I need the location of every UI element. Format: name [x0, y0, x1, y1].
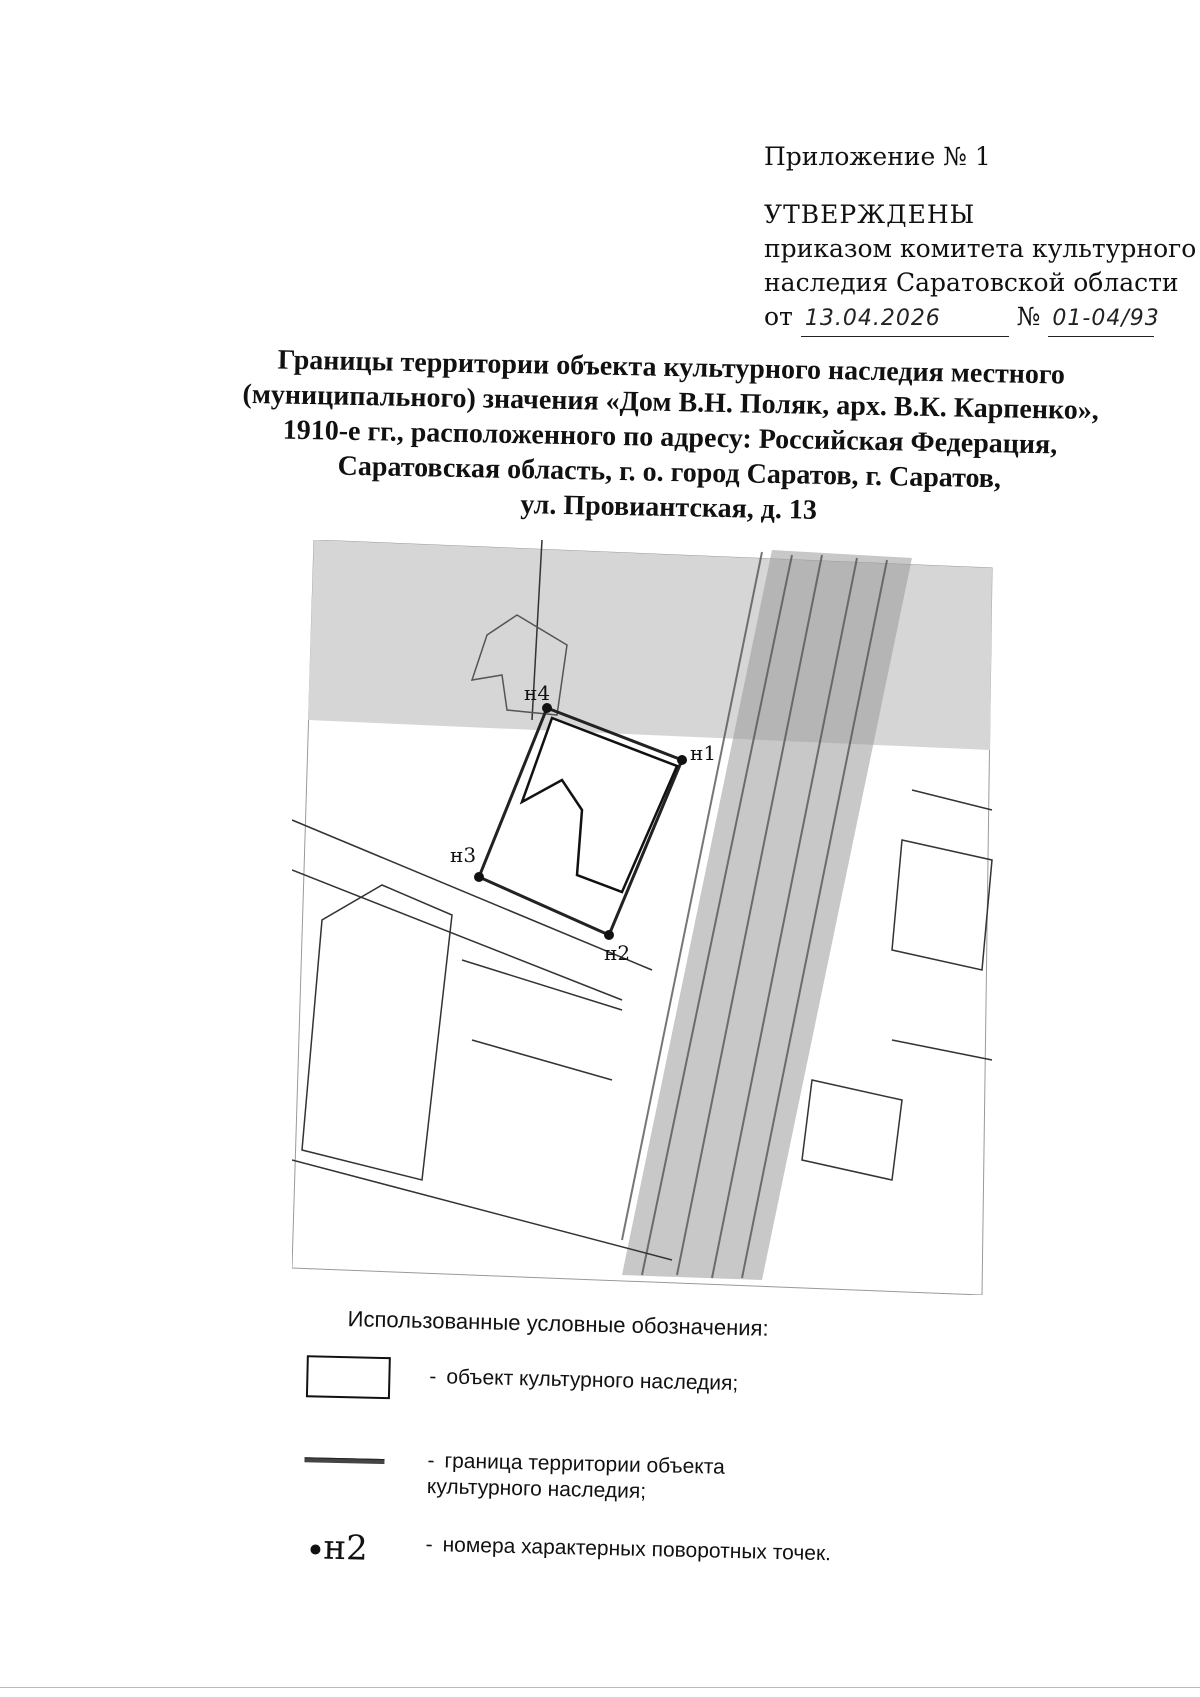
from-label: от — [764, 302, 793, 331]
legend-text-point — [425, 1532, 831, 1567]
turning-point-n3 — [474, 872, 484, 882]
title-line: (муниципального) значения «Дом В.Н. Поляк, арх. В.К. Карпенко», — [242, 378, 1100, 427]
order-number: 01-04/93 — [1048, 302, 1154, 337]
title-line: ул. Провиантская, д. 13 — [520, 489, 818, 526]
legend-text-object — [429, 1364, 738, 1397]
order-line-2: наследия Саратовской области — [764, 268, 1179, 297]
boundary-map — [292, 540, 1012, 1295]
title-line: Границы территории объекта культурного наследия местного — [277, 344, 1066, 391]
legend-label-object: объект культурного наследия; — [446, 1365, 739, 1396]
legend — [290, 1305, 936, 1597]
title-line: 1910-е гг., расположенного по адресу: Российская Федерация, — [282, 414, 1058, 461]
point-label-n2: н2 — [604, 941, 631, 965]
legend-dash: - — [425, 1533, 433, 1557]
legend-item-object — [294, 1355, 935, 1430]
legend-dash: - — [429, 1365, 437, 1389]
boundary-symbol-icon — [304, 1457, 384, 1464]
legend-title: Использованные условные обозначения: — [347, 1306, 769, 1341]
legend-item-boundary — [292, 1439, 933, 1514]
title-line: Саратовская область, г. о. город Саратов, г. Саратов, — [337, 450, 1002, 495]
legend-text-boundary — [427, 1448, 758, 1507]
document-title — [198, 341, 1141, 534]
legend-dash: - — [427, 1449, 435, 1473]
turning-point-n2 — [604, 930, 614, 940]
point-symbol-label: н2 — [323, 1527, 369, 1569]
turning-point-n1 — [677, 755, 687, 765]
point-label-n3: н3 — [450, 843, 477, 867]
point-dot-icon — [310, 1544, 320, 1554]
legend-item-point — [290, 1523, 931, 1598]
legend-label-boundary: граница территории объекта культурного наследия; — [426, 1449, 726, 1503]
order-date-row — [764, 300, 1184, 337]
page-edge-line — [0, 1687, 1200, 1688]
approval-block — [764, 140, 1197, 337]
object-symbol-icon — [306, 1355, 391, 1399]
map-svg — [292, 540, 1012, 1295]
appendix-label: Приложение № 1 — [764, 142, 991, 171]
approved-label: УТВЕРЖДЕНЫ — [764, 200, 976, 229]
order-date: 13.04.2026 — [801, 302, 1009, 337]
point-label-n1: н1 — [690, 741, 717, 765]
point-symbol-icon — [310, 1527, 368, 1568]
number-label: № — [1016, 302, 1041, 331]
legend-label-point: номера характерных поворотных точек. — [442, 1533, 832, 1566]
point-label-n4: н4 — [524, 681, 551, 705]
order-line-1: приказом комитета культурного — [764, 234, 1197, 263]
